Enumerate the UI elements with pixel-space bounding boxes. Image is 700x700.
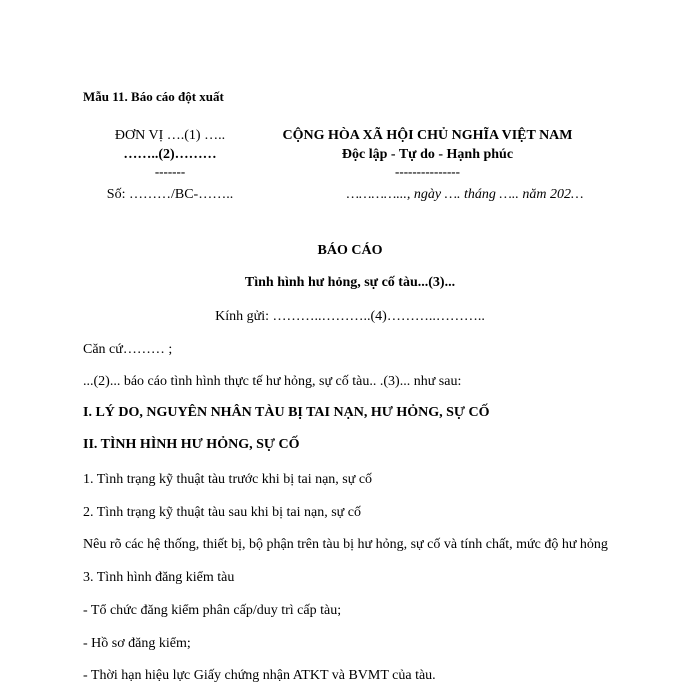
right-divider: ---------------	[395, 164, 460, 179]
item-2-note: Nêu rõ các hệ thống, thiết bị, bộ phận trên tàu bị hư hỏng, sự cố và tính chất, mức độ hư hỏng	[83, 537, 608, 552]
unit-name: ĐƠN VỊ ….(1) …..	[114, 128, 226, 143]
bullet-item: - Hồ sơ đăng kiểm;	[83, 636, 191, 651]
form-label: Mẫu 11. Báo cáo đột xuất	[83, 89, 224, 104]
document-number: Số: ………/BC-……..	[106, 187, 234, 202]
date-line: …………..., ngày …. tháng ….. năm 202…	[346, 187, 584, 202]
item-2: 2. Tình trạng kỹ thuật tàu sau khi bị tai nạn, sự cố	[83, 505, 361, 520]
recipient-line: Kính gửi: ………..………..(4)………..………..	[215, 309, 485, 324]
section-heading-1: I. LÝ DO, NGUYÊN NHÂN TÀU BỊ TAI NẠN, HƯ HỎNG, SỰ CỐ	[83, 405, 490, 420]
item-3: 3. Tình hình đăng kiểm tàu	[83, 570, 235, 585]
left-divider: -------	[154, 164, 186, 179]
bullet-item: - Tổ chức đăng kiểm phân cấp/duy trì cấp tàu;	[83, 603, 342, 618]
report-subtitle: Tình hình hư hỏng, sự cố tàu...(3)...	[244, 275, 456, 290]
basis-line: Căn cứ……… ;	[83, 342, 173, 357]
national-motto: Độc lập - Tự do - Hạnh phúc	[341, 147, 514, 162]
item-1: 1. Tình trạng kỹ thuật tàu trước khi bị tai nạn, sự cố	[83, 472, 373, 487]
country-name: CỘNG HÒA XÃ HỘI CHỦ NGHĨA VIỆT NAM	[282, 128, 573, 143]
sub-unit-name: ……..(2)………	[123, 147, 217, 162]
bullet-item: - Thời hạn hiệu lực Giấy chứng nhận ATKT và BVMT của tàu.	[83, 668, 436, 683]
report-title: BÁO CÁO	[317, 243, 383, 258]
section-heading-2: II. TÌNH HÌNH HƯ HỎNG, SỰ CỐ	[83, 437, 300, 452]
intro-paragraph: ...(2)... báo cáo tình hình thực tế hư hỏng, sự cố tàu.. .(3)... như sau:	[83, 374, 462, 389]
